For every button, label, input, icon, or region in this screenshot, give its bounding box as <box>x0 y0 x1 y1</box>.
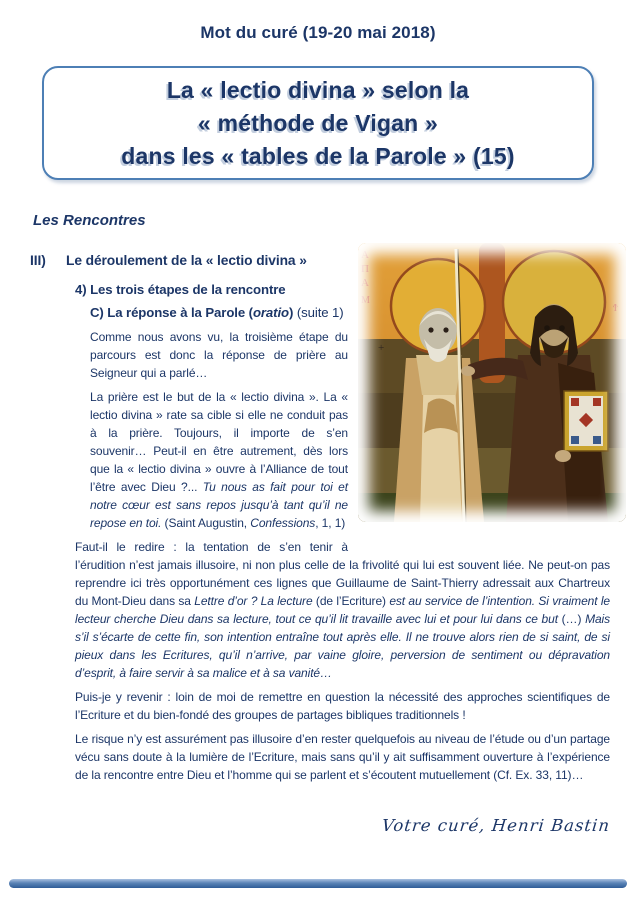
svg-text:Π: Π <box>361 263 369 275</box>
heading-level1-text: Le déroulement de la « lectio divina » <box>66 253 307 268</box>
paragraph-5: Le risque n’y est assurément pas illusoire d’en rester quelquefois au niveau de l’étude ou d’un partage vécu sans doute à la lumière de l’Ecriture, mais sans qu’il y ait suffisamment ouverture à l’expérience de la rencontre entre Dieu et l’homme qui se parlent et s’écoutent mutuellement (Cf. Ex. 33, 11)… <box>75 732 610 782</box>
paragraph-1: Comme nous avons vu, la troisième étape du parcours est donc la réponse de prière au Seigneur qui a parlé… <box>90 330 348 380</box>
svg-text:Ϯ: Ϯ <box>613 303 618 314</box>
heading-level1-numeral: III) <box>30 253 46 268</box>
heading-level2: 4) Les trois étapes de la rencontre <box>75 282 286 297</box>
heading-level3: C) La réponse à la Parole (oratio) (suite 1) <box>90 305 344 320</box>
paragraph-4: Puis-je y revenir : loin de moi de remettre en question la nécessité des approches scientifiques de l’Ecriture et du bien-fondé des groupes de partages bibliques traditionnels ! <box>75 690 610 722</box>
svg-text:Α: Α <box>361 277 369 289</box>
svg-text:Α: Α <box>361 249 369 261</box>
paragraph-2: La prière est le but de la « lectio divina ». La « lectio divina » rate sa cible si elle ne conduit pas à la prière. Toujours, il importe de s’en souvenir… Peut-il en être autrement, dès lors que la « lectio divina » ouvre à l’Alliance de tout l’être avec Dieu ?... Tu nous as fait pour toi et notre cœur est sans repos jusqu’à tant qu’il ne repose en toi. (Saint Augustin, Confessions, 1, 1) <box>90 390 348 530</box>
paragraph-3: Faut-il le redire : la tentation de s’en tenir à l’érudition n’est jamais illusoire, ni non plus celle de la frivolité qui lui est souvent liée. Ne peut-on pas reprendre ici très opportunément ces lignes que Guillaume de Saint-Thierry adressait aux Chartreux du Mont-Dieu dans sa Lettre d’or ? La lecture (de l’Ecriture) est au service de l’intention. Si vraiment le lecteur cherche Dieu dans sa lecture, tout ce qu’il lit travaille avec lui et pour lui dans ce but (…) Mais s’il s’écarte de cette fin, son intention entraîne tout après elle. Il ne trouve alors rien de si saint, de si pieux dans les Ecritures, qu’il n’arrive, par vaine gloire, perversion de sentiment ou dépravation d’esprit, à faire servir à sa malice et à sa vanité… <box>75 540 610 680</box>
signature: Votre curé, Henri Bastin <box>380 816 611 835</box>
page-title: Mot du curé (19-20 mai 2018) <box>200 23 436 42</box>
article-body <box>30 243 618 784</box>
svg-text:+: + <box>378 342 385 354</box>
title-box <box>42 66 594 180</box>
title-box-line-3: dans les « tables de la Parole » (15) <box>121 142 515 169</box>
section-heading: Les Rencontres <box>33 212 146 229</box>
christ-and-saint-icon-image <box>358 243 626 522</box>
footer-divider-bar <box>9 879 627 888</box>
title-box-line-1: La « lectio divina » selon la <box>166 76 470 103</box>
title-box-line-2: « méthode de Vigan » <box>197 109 439 136</box>
svg-text:Μ: Μ <box>361 295 370 306</box>
coptic-icon-illustration <box>358 243 626 522</box>
